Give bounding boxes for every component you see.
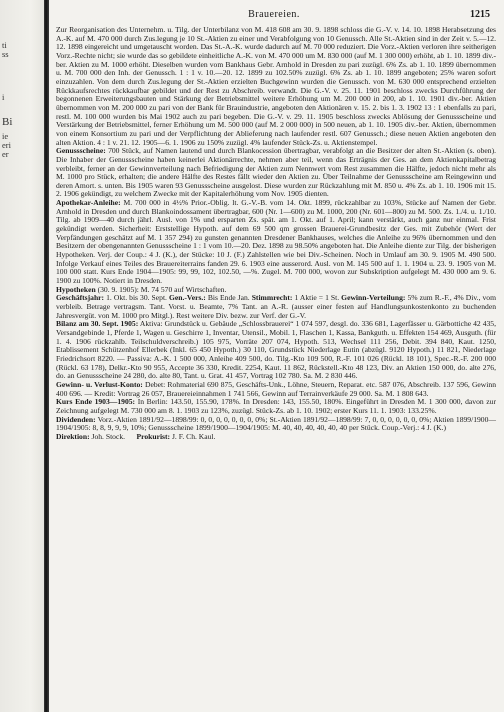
article-body (56, 26, 496, 712)
paragraph-hypotheken: Hypotheken (30. 9. 1905): M. 74 570 auf Wirtschaften. (56, 284, 227, 294)
paragraph-dividenden: Dividenden: Vorz.-Aktien 1891/92—1898/99: 0, 0, 0, 0, 0, 0, 0, 0%; St.-Aktien 1891/92—1898/99: 7, 0, 0, 0, 0, 0, 0, 0%; Aktien 1899/1900—1904/1905: 8, 8, 9, 9, 9, 10%; Genussscheine 1899/1900—1904/1905: M. 40, 40, 40, 40, 40, 40 per Stück. Coup.-Verj.: 4 J. (K.) (56, 414, 496, 433)
paragraph-reorganisation: Zur Reorganisation des Unternehm. u. Tilg. der Unterbilanz von M. 418 608 am 30. 9. 1898 schloss die G.-V. v. 14. 10. 1898 Herabsetzung des A.-K. auf M. 470 000 durch Zus.legung je 10 St.-Aktien zu einer und Verabfolgung von 10 Genussch. Alle St.-Aktien sind in der Zeit v. 5.—12. 12. 1898 eingereicht und umgetauscht worden. Das St.-A.-K. wurde dadurch auf M. 70 000 reduziert. Die Vorz.-Aktien verloren ihre seitherigen Vorz.-Rechte nicht; sie wurde das so gebildete einheitliche A.-K. von M. 470 000 um M. 830 000 (auf M. 1 300 000) erhöht, ab 1. 10. 1899 div.-ber. Aktien zu M. 1000 erhöht. Dieselben wurden vom Bankhaus Gebr. Arnhold in Dresden zu pari zuzügl. 6% Zs. ab 1. 10. 1899 übernommen u. M. 700 000 den Inh. der Genussch. 1 : 1 v. 10.—20. 12. 1899 zu 102.50% zuzügl. 6% Zs. ab 1. 10. 1899 angeboten; 25% waren sofort einzuzahlen. Von dem durch Zus.legung der St.-Aktien erzielten Buchgewinn wurden die Genussch. von M. 630 000 entsprechend erzielten Rückkaufsrechtes rückkaufbar gebildet und der Rest zu Abschreib. verwandt. Die G.-V. v. 25. 11. 1901 beschloss zwecks Durchführung der begonnenen Erweiterungsbauten und Stärkung der Betriebsmittel weitere Erhöhung um M. 200 000 in 200, ab 1. 10. 1901 div.-ber. Aktien übernommen von M. 200 000 zu pari von der Bank für Brauindustrie, angeboten den Aktionären v. 15. 2. bis 1. 3. 1902 13 : 1 ebenfalls zu pari, restl. M. 100 000 wurden bis Mai 1902 auch zu pari begeben. Die G.-V. v. 29. 11. 1905 beschloss zwecks Ablösung der Genussscheine und Verstärkung der Betriebsmittel, ferner Erhöhung um M. 500 000 (auf M. 2 000 000) in 500 neuen, ab 1. 10. 1905 div.-ber. Aktien, übernommen von einem Konsortium zu pari und der Verpflichtung der Ablieferung nach laufender restl. 607 Genussch.; diese neuen Aktien angeboten den alten Aktion. 4 : 1 v. 21. 12. 1905—6. 1. 1906 zu 150% zuzügl. 4% laufender Stück-Zs. u. Aktienstempel. (56, 25, 496, 147)
running-title: Brauereien. (248, 9, 300, 20)
paragraph-geschaeftsjahr: Geschäftsjahr: 1. Okt. bis 30. Sept. Gen.-Vers.: Bis Ende Jan. Stimmrecht: 1 Aktie = 1 St. Gewinn-Verteilung: 5% zum R.-F., 4% Div., vom verbleib. Betrage vertragsm. Tant. Vorst. u. Beamte, 7% Tant. an A.-R. (ausser einer festen auf Handlungsunkostenkonto zu buchenden Jahresvergüt. von M. 1000 pro Mitgl.). Rest weitere Div. bezw. zur Verf. der G.-V. (56, 293, 496, 320)
facing-page-fragment: ie (2, 131, 9, 141)
facing-page-fragment: er (2, 149, 9, 159)
page-header (52, 9, 496, 21)
facing-page-fragment: ss (2, 49, 9, 59)
paragraph-anleihe: Apothekar-Anleihe: M. 700 000 in 4½% Prior.-Oblig. lt. G.-V.-B. vom 14. Okt. 1899, rückzahlbar zu 103%, Stücke auf Namen der Gebr. Arnhold in Dresden und durch Blankoindossament übertragbar, 600 (Nr. 1—600) zu M. 1000, 200 (Nr. 601—800) zu M. 500. Zs. 1./4. u. 1./10. Tilg. ab 1909—40 durch jährl. Ausl. von 1% und ersparten Zs. spät. am 1. Okt. auf 1. April; kann verstärkt, auch ganz nur einmal. Frist gekündigt werden. Sicherheit: Erststellige Hypoth. auf dem 69 500 qm grossen Brauerei-Grundbesitz der Ges. mit Zubehör (Wert der Verpfändungen geschätzt auf M. 1 357 294) zu gunsten genannten Dresdener Bankhauses, welches die Anleihe zu 96% übernommen und den Besitzern der obengenannten Genussscheine 1 : 1 vom 10.—20. Dez. 1898 zu 98.50% angeboten hat. Die Anleihe diente zur Tilg. der bisherigen Hypotheken. Verj. der Coup.: 4 J. (K.), der Stücke: 10 J. (F.) Zahlstellen wie bei Div.-Scheinen. Noch in Umlauf am 30. 9. 1905 M. 490 500. Infolge Verkauf eines Teiles des Brauereiterrains fanden 29. 6. 1903 eine ausserord. Ausl. von M. 145 500 auf 1. 1. 1904 u. 23. 9. 1905 von M. 100 000 statt. Kurs Ende 1904—1905: 99, 99, 102, 102.50, —%. Zugel. M. 700 000, wovon zur Subskription aufgelegt M. 430 000 am 9. 6. 1900 zu 100%. Notiert in Dresden. (56, 198, 496, 286)
facing-page-fragment: eri (2, 140, 11, 150)
paragraph-direktion: Direktion: Joh. Stock. Prokurist: J. F. Ch. Kaul. (56, 431, 216, 441)
paragraph-genussscheine: Genussscheine: 700 Stück, auf Namen lautend und durch Blankocession übertragbar, verabfolgt an die Besitzer der alten St.-Aktien (s. oben). Die Inhaber der Genussscheine haben keinerlei Aktionärrechte, nehmen aber teil, wenn das Erträgnis der Ges. an dem Aktienkapitalbetrag verbleibt, ferner an der Gewinnverteilung nach Befriedigung der Aktien zum Nennwert vom Rest zusammen die Hälfte, jedoch nicht mehr als M. 1000 pro Stück, erhalten; die andere Hälfte des Restes fällt wieder den Aktien zu. Über Teilnahme der Genussscheine am Reingewinn und deren Amort. s. unten. Bis 1905 waren 93 Genussscheine ausgelost. Diese wurden zur Rückzahlung mit M. 850 u. 4% Zs. ab 1. 10. 1906 mit 15. 2. 1906 gekündigt, zu welchem Zwecke mit der Kapitalerhöhung vom Nov. 1905 dienten. (56, 146, 496, 199)
facing-page-fragment: ti (2, 40, 7, 50)
facing-page-edge (0, 0, 44, 712)
facing-page-fragment: Bi (2, 116, 13, 128)
paragraph-kurs: Kurs Ende 1903—1905: In Berlin: 143.50, 155.90, 178%. In Dresden: 143, 155.50, 180%. Eingeführt in Dresden M. 1 300 000, davon zur Zeichnung aufgelegt M. 730 000 am 8. 1. 1903 zu 123%, zuzügl. Stück-Zs. ab 1. 10. 1902; erster Kurs 11. 1. 1903: 133.25%. (56, 397, 496, 415)
paragraph-bilanz: Bilanz am 30. Sept. 1905: Aktiva: Grundstück u. Gebäude „Schlossbrauerei“ 1 074 597, desgl. do. 336 681, Lagerfässer u. Gärbottiche 42 435, Versandgebinde 1, Pferde 1, Wagen u. Geschirre 1, Inventar, Utensil., Mobil. 1, Flaschen 1, Kassa, Bankguth. u. Effekten 154 469, Ausguth. (für 1. 4. 1906 rückzahlb. Teilschuldverschreib.) 105 975, Vorräte 207 074, Hypoth. 513, Wechsel 111 256, Debit. 394 840, Kaut. 1250, Etablissement Schützenhof Ellerbek (Inkl. 65 450 Hypoth.) 30 110, Grundstück Niederlage Eutin (abzügl. 9120 Hypoth.) 11 821, Niederlage Friedrichsort 8220. — Passiva: A.-K. 1 500 000, Anleihe 409 500, do. Tilg.-Kto 109 500, R.-F. 101 026 (Rückl. 18 101), Spec.-R.-F. 200 000 (Rückl. 63 178), Delkr.-Kto 90 955, Accepte 36 330, Kredit. 2254, Kaut. 11 862, Rückstell.-Kto 48 123, Div. an Aktien 150 000, do. alte 276, do. an Genussscheine 24 280, do. alte 80, Tant. u. Grat. 41 457, Vortrag 102 780. Sa. M. 2 830 446. (56, 319, 496, 381)
facing-page-fragment: i (2, 92, 5, 102)
page-number: 1215 (470, 9, 490, 20)
paragraph-gewinn-verlust: Gewinn- u. Verlust-Konto: Debet: Rohmaterial 690 875, Geschäfts-Unk., Löhne, Steuern, Reparat. etc. 587 076, Abschreib. 137 596, Gewinn 400 696. — Kredit: Vortrag 26 057, Brauereieinnahmen 1 741 566, Gewinn auf Terrainverkäufe 29 000. Sa. M. 1 808 643. (56, 379, 496, 398)
page-gutter (44, 0, 49, 712)
